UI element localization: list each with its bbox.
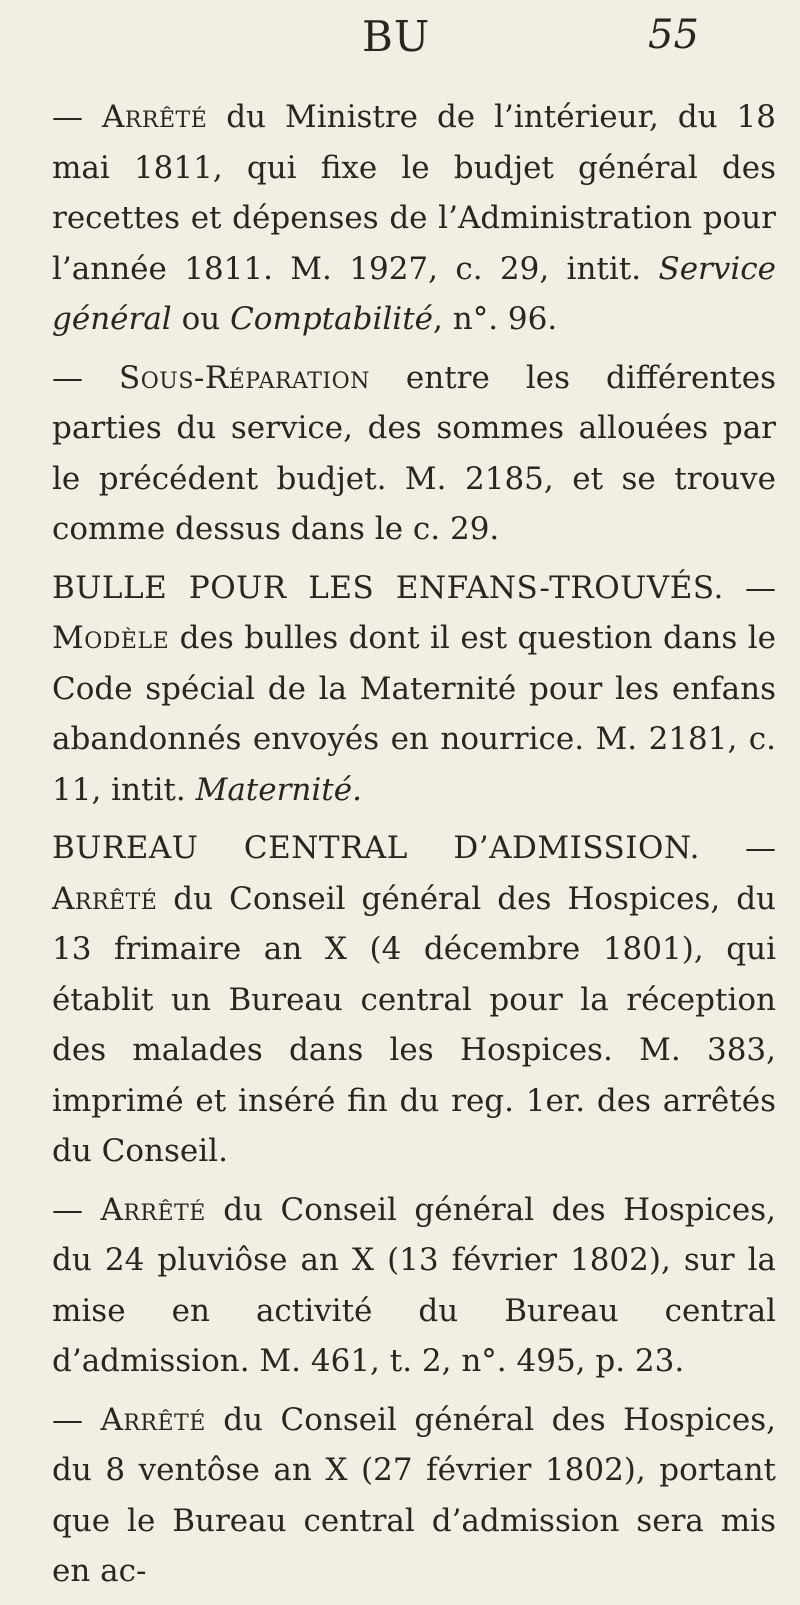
entry-text: — — [52, 1191, 101, 1228]
running-header — [0, 8, 800, 68]
entry-text: du Conseil général des Hospices, du 13 frimaire an X (4 décembre 1801), qui établit un Bureau central pour la réception des malades dans les Hospices. M. 383, imprimé et inséré fin du reg. 1er. des arrêtés du Conseil. — [52, 880, 776, 1169]
entry-text: ou — [171, 301, 231, 337]
entry-paragraph — [52, 823, 776, 1177]
entry-text: Maternité. — [195, 771, 362, 808]
entry-text: — — [52, 99, 102, 135]
entry-text: — — [723, 569, 776, 606]
entry-text: , n°. 96. — [433, 301, 558, 337]
page-number: 55 — [648, 12, 699, 58]
entry-text: — — [52, 359, 120, 396]
entry-text: — — [699, 830, 776, 866]
entry-keyword: Arrêté — [101, 99, 208, 135]
entry-text: du Conseil général des Hospices, du 8 ventôse an X (27 février 1802), portant que le Bureau central d’admission sera mis en ac- — [52, 1401, 776, 1589]
entry-text: Service général — [52, 250, 776, 337]
page-body — [52, 92, 776, 1605]
entry-text: du Conseil général des Hospices, du 24 pluviôse an X (13 février 1802), sur la mise en activité du Bureau central d’admission. M. 461, t. 2, n°. 495, p. 23. — [52, 1191, 776, 1379]
entry-paragraph — [52, 563, 776, 816]
entry-text: des bulles dont il est question dans le Code spécial de la Maternité pour les enfans abandonnés envoyés en nourrice. M. 2181, c. 11, intit. — [52, 620, 776, 808]
entry-heading: BULLE POUR LES ENFANS-TROUVÉS. — [52, 569, 724, 606]
entry-keyword: Arrêté — [100, 1191, 206, 1228]
entry-paragraph — [52, 1185, 776, 1387]
entry-text: du Ministre de l’intérieur, du 18 mai 1811, qui fixe le budjet général des recettes et dépenses de l’Administration pour l’année 1811. M. 1927, c. 29, intit. — [52, 99, 776, 287]
entry-keyword: Modèle — [52, 620, 170, 656]
entry-text: entre les différentes parties du service, des sommes allouées par le précédent budjet. M. 2185, et se trouve comme dessus dans le c. 29. — [52, 359, 777, 547]
entry-paragraph — [52, 353, 776, 555]
entry-text: — — [52, 1401, 101, 1438]
entry-keyword: Arrêté — [100, 1401, 206, 1438]
running-title: BU — [362, 12, 431, 61]
entry-keyword: Sous-Réparation — [119, 359, 370, 396]
entry-heading: BUREAU CENTRAL D’ADMISSION. — [52, 830, 700, 866]
entry-paragraph — [52, 92, 776, 345]
entry-keyword: Arrêté — [52, 880, 158, 917]
entry-paragraph — [52, 1395, 776, 1597]
entry-text: Comptabilité — [230, 301, 434, 337]
